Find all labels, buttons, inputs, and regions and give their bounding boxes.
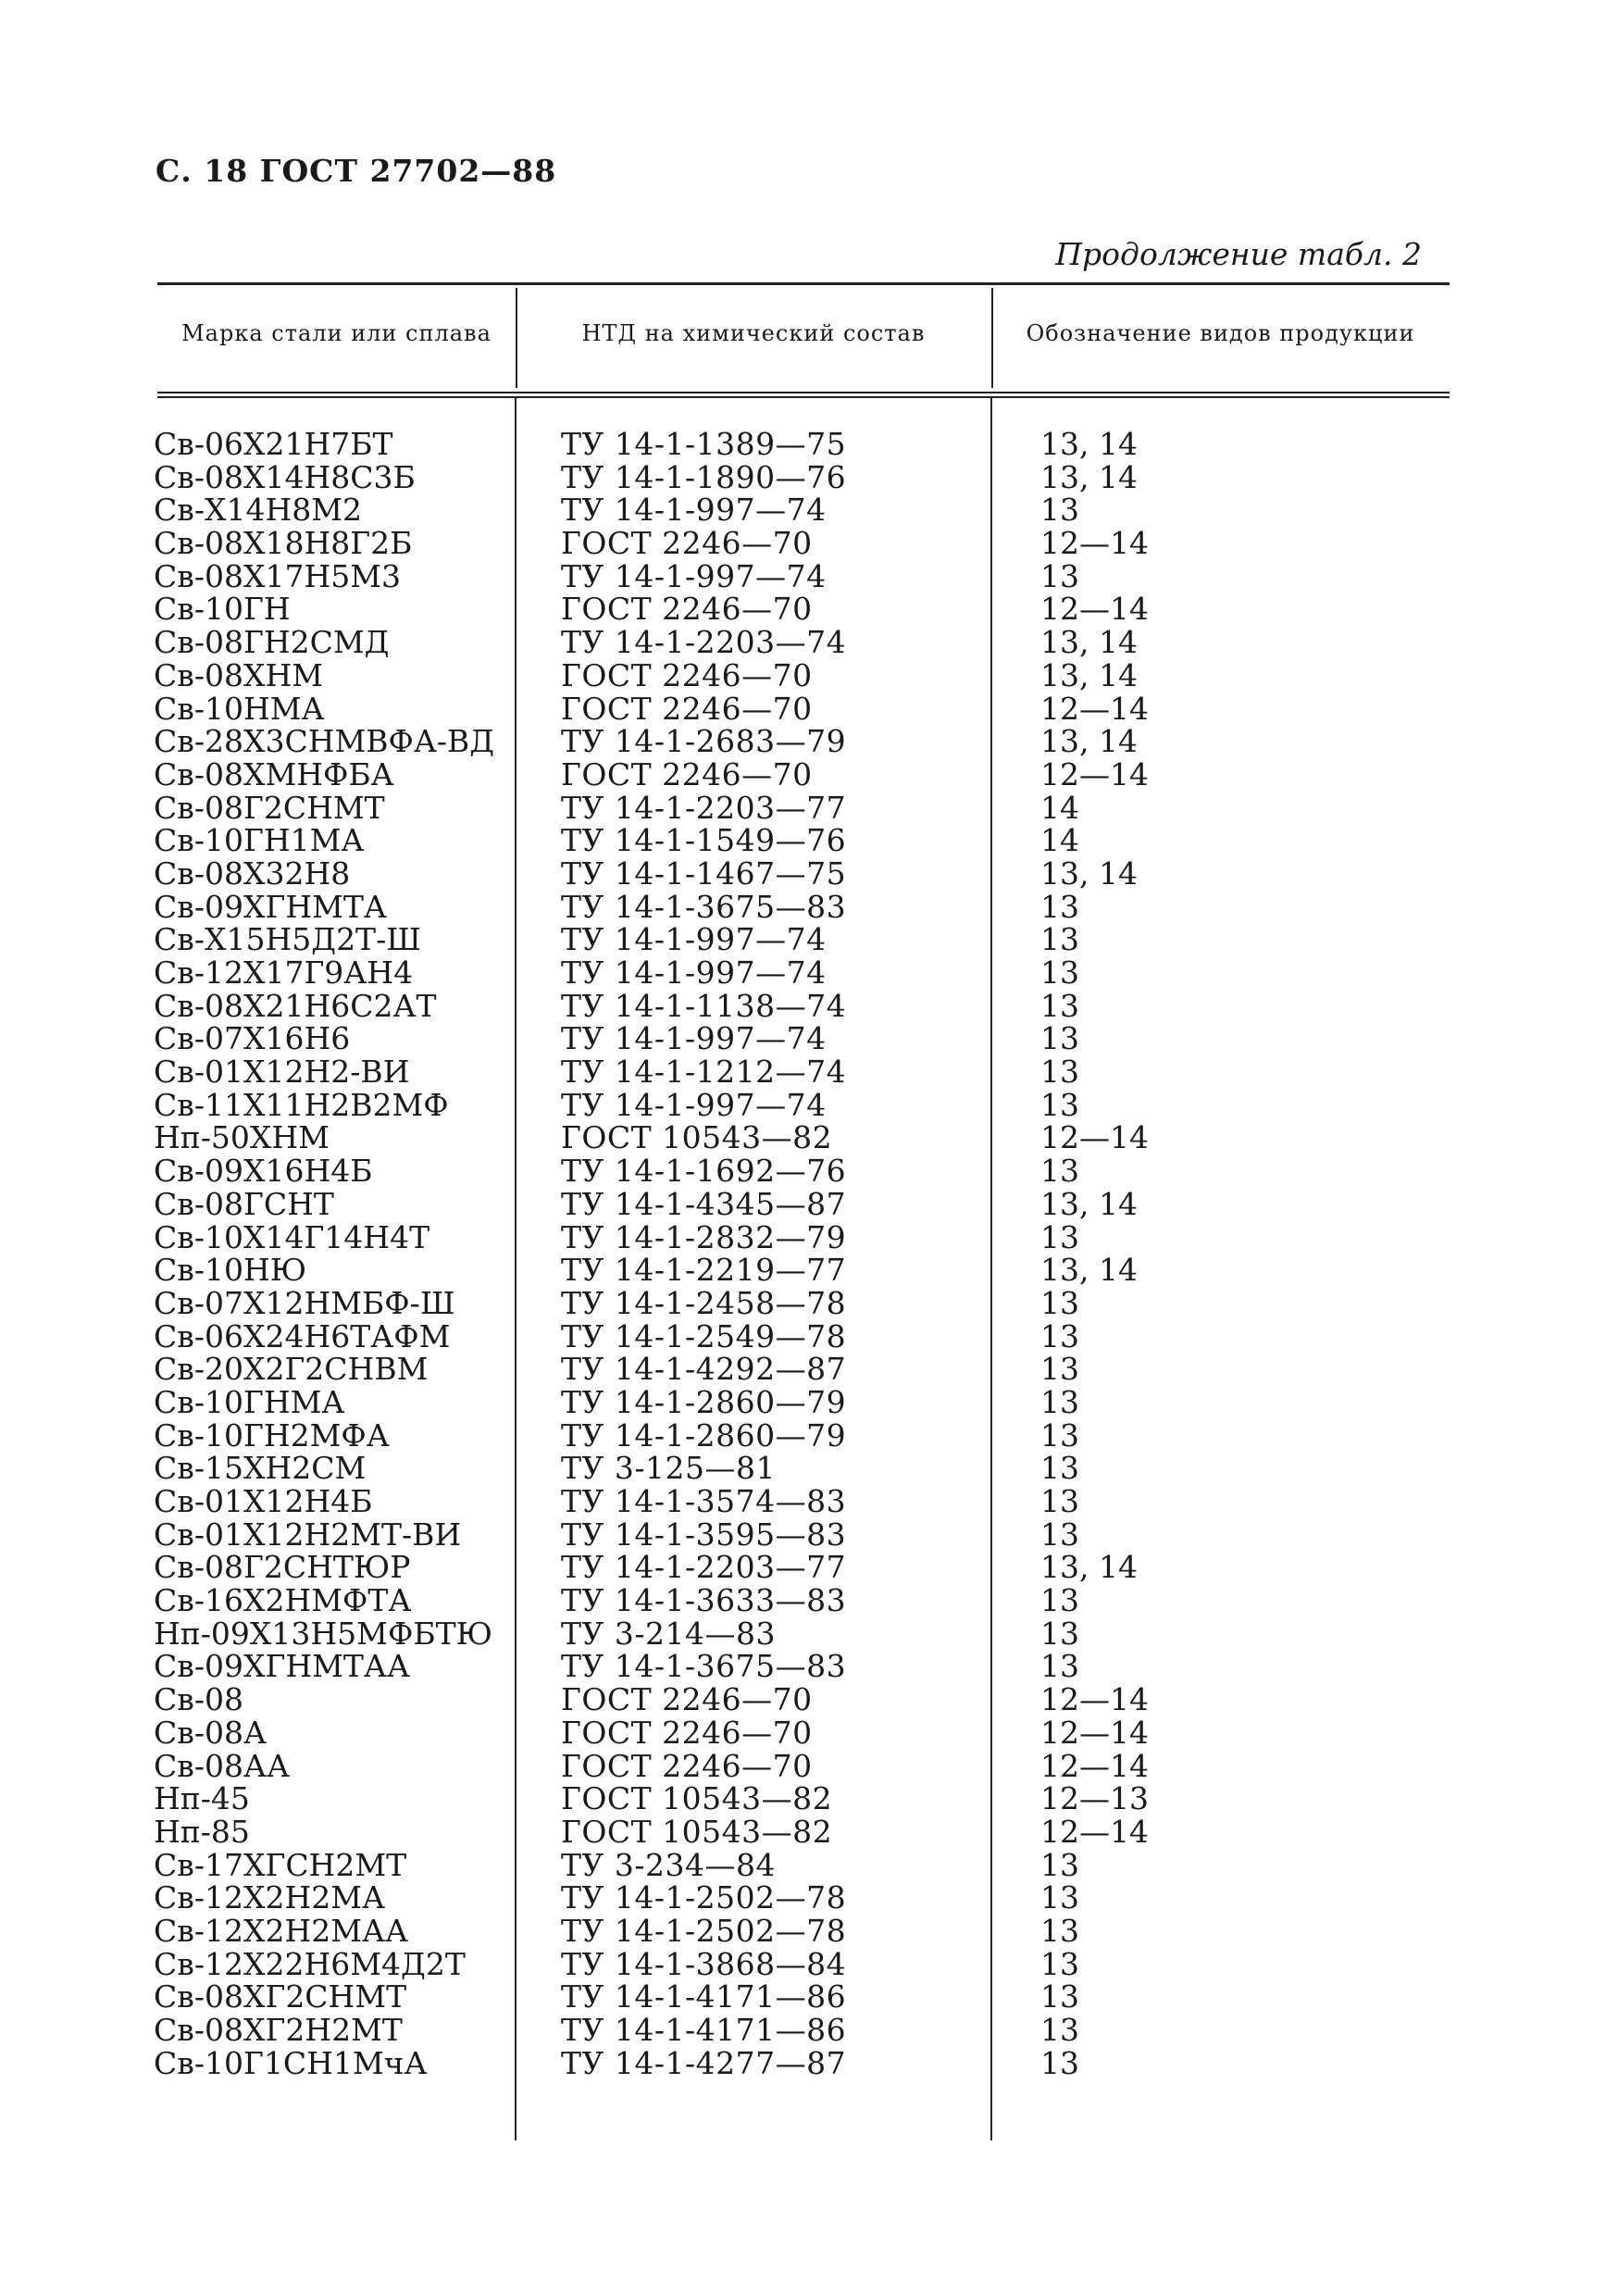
steel-grade-cell: Св-08: [154, 1681, 243, 1718]
table-row: [154, 1747, 1450, 1784]
table-row: [154, 690, 1450, 727]
table-row: [154, 1584, 1450, 1617]
page-header: С. 18 ГОСТ 27702—88: [156, 153, 557, 189]
chemical-standard-cell: ТУ 3-234—84: [561, 1846, 776, 1883]
table-row: [154, 1086, 1450, 1123]
chemical-standard-cell: ТУ 14-1-4171—86: [561, 2012, 847, 2048]
product-type-cell: 13, 14: [1040, 855, 1138, 892]
steel-grade-cell: Св-09ХГНМТА: [154, 888, 387, 925]
steel-grade-cell: Св-06Х24Н6ТАФМ: [154, 1317, 451, 1354]
product-type-cell: 13: [1040, 1912, 1079, 1949]
table-row: [154, 2044, 1450, 2081]
table-row: [154, 1716, 1450, 1750]
product-type-cell: 13: [1040, 1351, 1079, 1388]
table-row: [154, 593, 1450, 626]
chemical-standard-cell: ТУ 14-1-1389—75: [561, 426, 847, 462]
product-type-cell: 13: [1040, 987, 1079, 1024]
table-row: [154, 626, 1450, 659]
steel-grade-cell: Св-01Х12Н2МТ-ВИ: [154, 1516, 462, 1553]
product-type-cell: 13: [1040, 1879, 1079, 1916]
chemical-standard-cell: ГОСТ 2246—70: [561, 1747, 813, 1784]
chemical-standard-cell: ТУ 14-1-1692—76: [561, 1153, 847, 1190]
steel-grade-cell: Св-09Х16Н4Б: [154, 1153, 373, 1190]
chemical-standard-cell: ТУ 14-1-1467—75: [561, 855, 847, 892]
chemical-standard-cell: ТУ 14-1-2458—78: [561, 1284, 847, 1321]
chemical-standard-cell: ТУ 14-1-4171—86: [561, 1978, 847, 2015]
product-type-cell: 12—14: [1040, 591, 1149, 628]
product-type-cell: 13: [1040, 955, 1079, 991]
table-row: [154, 1980, 1450, 2014]
table-row: [154, 1518, 1450, 1552]
chemical-standard-cell: ТУ 14-1-3675—83: [561, 888, 847, 925]
product-type-cell: 13: [1040, 1020, 1079, 1057]
table-row: [154, 458, 1450, 495]
product-type-cell: 13: [1040, 1846, 1079, 1883]
steel-grade-cell: Св-10НЮ: [154, 1252, 307, 1289]
steel-grade-cell: Нп-09Х13Н5МФБТЮ: [154, 1615, 492, 1652]
table-row: [154, 493, 1450, 527]
product-type-cell: 12—14: [1040, 755, 1149, 792]
table-row: [154, 1846, 1450, 1883]
table-row: [154, 1683, 1450, 1716]
table-header: [157, 285, 1450, 392]
product-type-cell: 13: [1040, 1615, 1079, 1652]
steel-grade-cell: Св-08Г2СНМТ: [154, 789, 385, 826]
steel-grade-cell: Св-Х15Н5Д2Т-Ш: [154, 921, 421, 958]
table-row: [154, 1317, 1450, 1354]
header-divider: [516, 288, 517, 388]
chemical-standard-cell: ГОСТ 2246—70: [561, 1681, 813, 1718]
chemical-standard-cell: ТУ 14-1-3675—83: [561, 1648, 847, 1685]
table-row: [154, 2014, 1450, 2047]
chemical-standard-cell: ТУ 14-1-2203—74: [561, 624, 847, 661]
steel-grade-cell: Св-09ХГНМТАА: [154, 1648, 410, 1685]
chemical-standard-cell: ТУ 14-1-2502—78: [561, 1879, 847, 1916]
steel-grade-cell: Св-12Х2Н2МАА: [154, 1912, 409, 1949]
chemical-standard-cell: ГОСТ 2246—70: [561, 591, 813, 628]
product-type-cell: 13: [1040, 1383, 1079, 1420]
chemical-standard-cell: ГОСТ 10543—82: [561, 1813, 833, 1850]
chemical-standard-cell: ТУ 14-1-997—74: [561, 921, 827, 958]
table-row: [154, 956, 1450, 990]
table-row: [154, 1452, 1450, 1485]
table-row: [154, 1055, 1450, 1089]
steel-grade-cell: Св-11Х11Н2В2МФ: [154, 1086, 449, 1123]
product-type-cell: 13: [1040, 1945, 1079, 1982]
chemical-standard-cell: ГОСТ 10543—82: [561, 1780, 833, 1817]
product-type-cell: 12—14: [1040, 1119, 1149, 1156]
chemical-standard-cell: ТУ 14-1-3633—83: [561, 1582, 847, 1619]
column-header-grade: Марка стали или сплава: [181, 320, 492, 346]
header-divider: [991, 288, 993, 388]
chemical-standard-cell: ТУ 14-1-3595—83: [561, 1516, 847, 1553]
table-row: [154, 1284, 1450, 1321]
product-type-cell: 13: [1040, 1416, 1079, 1454]
product-type-cell: 13: [1040, 1284, 1079, 1321]
steel-grade-cell: Нп-50ХНМ: [154, 1119, 330, 1156]
product-type-cell: 12—14: [1040, 1813, 1149, 1850]
steel-grades-table: [157, 282, 1450, 398]
chemical-standard-cell: ГОСТ 2246—70: [561, 656, 813, 693]
table-row: [154, 789, 1450, 826]
table-row: [154, 1353, 1450, 1386]
steel-grade-cell: Св-08Х14Н8С3Б: [154, 458, 416, 495]
table-row: [154, 755, 1450, 792]
steel-grade-cell: Св-20Х2Г2СНВМ: [154, 1351, 429, 1388]
column-header-standard: НТД на химический состав: [581, 320, 926, 346]
table-row: [154, 1416, 1450, 1454]
chemical-standard-cell: ТУ 14-1-997—74: [561, 557, 827, 594]
product-type-cell: 13: [1040, 2012, 1079, 2048]
product-type-cell: 13, 14: [1040, 624, 1138, 661]
chemical-standard-cell: ТУ 14-1-2860—79: [561, 1383, 847, 1420]
product-type-cell: 13: [1040, 1978, 1079, 2015]
table-row: [154, 824, 1450, 857]
steel-grade-cell: Св-10НМА: [154, 690, 325, 727]
table-row: [154, 656, 1450, 693]
table-continuation-label: Продолжение табл. 2: [1055, 236, 1422, 272]
product-type-cell: 13: [1040, 1054, 1079, 1091]
steel-grade-cell: Св-08Х32Н8: [154, 855, 351, 892]
chemical-standard-cell: ТУ 14-1-4345—87: [561, 1185, 847, 1222]
product-type-cell: 13: [1040, 2044, 1079, 2081]
steel-grade-cell: Св-01Х12Н2-ВИ: [154, 1054, 410, 1091]
steel-grade-cell: Св-12Х22Н6М4Д2Т: [154, 1945, 466, 1982]
chemical-standard-cell: ТУ 14-1-2502—78: [561, 1912, 847, 1949]
table-row: [154, 1121, 1450, 1154]
steel-grade-cell: Св-10ГН1МА: [154, 822, 365, 859]
chemical-standard-cell: ТУ 14-1-2203—77: [561, 1549, 847, 1586]
steel-grade-cell: Нп-85: [154, 1813, 250, 1850]
product-type-cell: 13: [1040, 1582, 1079, 1619]
steel-grade-cell: Св-10Х14Г14Н4Т: [154, 1218, 430, 1255]
steel-grade-cell: Св-10Г1СН1МчА: [154, 2044, 428, 2081]
chemical-standard-cell: ГОСТ 2246—70: [561, 1714, 813, 1751]
table-row: [154, 527, 1450, 560]
table-row: [154, 1254, 1450, 1287]
steel-grade-cell: Св-01Х12Н4Б: [154, 1483, 373, 1519]
steel-grade-cell: Св-Х14Н8М2: [154, 492, 363, 529]
product-type-cell: 13: [1040, 1153, 1079, 1190]
steel-grade-cell: Св-08Х17Н5М3: [154, 557, 402, 594]
chemical-standard-cell: ТУ 14-1-2860—79: [561, 1416, 847, 1454]
steel-grade-cell: Св-08А: [154, 1714, 267, 1751]
steel-grade-cell: Св-08ХНМ: [154, 656, 324, 693]
table-row: [154, 1945, 1450, 1982]
chemical-standard-cell: ГОСТ 2246—70: [561, 755, 813, 792]
product-type-cell: 13: [1040, 1483, 1079, 1519]
steel-grade-cell: Св-07Х16Н6: [154, 1020, 351, 1057]
product-type-cell: 14: [1040, 789, 1079, 826]
product-type-cell: 12—13: [1040, 1780, 1149, 1817]
table-row: [154, 1782, 1450, 1816]
product-type-cell: 13: [1040, 1086, 1079, 1123]
table-row: [154, 1881, 1450, 1915]
table-row: [154, 987, 1450, 1024]
product-type-cell: 13, 14: [1040, 1185, 1138, 1222]
table-row: [154, 1218, 1450, 1255]
table-row: [154, 725, 1450, 758]
chemical-standard-cell: ТУ 14-1-997—74: [561, 1086, 827, 1123]
chemical-standard-cell: ТУ 14-1-4292—87: [561, 1351, 847, 1388]
table-row: [154, 1650, 1450, 1683]
table-body: [154, 428, 1450, 2079]
chemical-standard-cell: ТУ 14-1-3868—84: [561, 1945, 847, 1982]
product-type-cell: 13: [1040, 1648, 1079, 1685]
product-type-cell: 13, 14: [1040, 458, 1138, 495]
product-type-cell: 12—14: [1040, 690, 1149, 727]
steel-grade-cell: Св-08Х21Н6С2АТ: [154, 987, 437, 1024]
table-row: [154, 1185, 1450, 1222]
chemical-standard-cell: ТУ 14-1-1138—74: [561, 987, 847, 1024]
chemical-standard-cell: ГОСТ 2246—70: [561, 525, 813, 562]
steel-grade-cell: Св-08Х18Н8Г2Б: [154, 525, 413, 562]
chemical-standard-cell: ТУ 14-1-1549—76: [561, 822, 847, 859]
chemical-standard-cell: ТУ 14-1-3574—83: [561, 1483, 847, 1519]
chemical-standard-cell: ТУ 14-1-2683—79: [561, 723, 847, 760]
table-row: [154, 1383, 1450, 1420]
steel-grade-cell: Св-12Х2Н2МА: [154, 1879, 386, 1916]
product-type-cell: 13: [1040, 1450, 1079, 1487]
steel-grade-cell: Св-28Х3СНМВФА-ВД: [154, 723, 495, 760]
chemical-standard-cell: ТУ 14-1-4277—87: [561, 2044, 847, 2081]
steel-grade-cell: Св-08ХГ2СНМТ: [154, 1978, 407, 2015]
table-row: [154, 1813, 1450, 1850]
product-type-cell: 14: [1040, 822, 1079, 859]
chemical-standard-cell: ТУ 14-1-1890—76: [561, 458, 847, 495]
product-type-cell: 13, 14: [1040, 1549, 1138, 1586]
product-type-cell: 12—14: [1040, 1747, 1149, 1784]
product-type-cell: 12—14: [1040, 525, 1149, 562]
product-type-cell: 13: [1040, 1218, 1079, 1255]
product-type-cell: 13: [1040, 492, 1079, 529]
chemical-standard-cell: ТУ 14-1-997—74: [561, 1020, 827, 1057]
steel-grade-cell: Св-08ХГ2Н2МТ: [154, 2012, 403, 2048]
steel-grade-cell: Св-16Х2НМФТА: [154, 1582, 412, 1619]
steel-grade-cell: Св-12Х17Г9АН4: [154, 955, 414, 991]
steel-grade-cell: Св-10ГН2МФА: [154, 1416, 390, 1454]
table-row: [154, 1551, 1450, 1584]
chemical-standard-cell: ТУ 3-214—83: [561, 1615, 776, 1652]
chemical-standard-cell: ТУ 14-1-2549—78: [561, 1317, 847, 1354]
chemical-standard-cell: ТУ 14-1-2832—79: [561, 1218, 847, 1255]
chemical-standard-cell: ТУ 14-1-2203—77: [561, 789, 847, 826]
chemical-standard-cell: ТУ 3-125—81: [561, 1450, 776, 1487]
table-row: [154, 923, 1450, 956]
product-type-cell: 13, 14: [1040, 723, 1138, 760]
steel-grade-cell: Св-10ГНМА: [154, 1383, 345, 1420]
product-type-cell: 13: [1040, 1317, 1079, 1354]
chemical-standard-cell: ТУ 14-1-997—74: [561, 955, 827, 991]
product-type-cell: 13, 14: [1040, 426, 1138, 462]
steel-grade-cell: Св-06Х21Н7БТ: [154, 426, 393, 462]
table-row: [154, 857, 1450, 891]
steel-grade-cell: Св-08Г2СНТЮР: [154, 1549, 411, 1586]
product-type-cell: 13: [1040, 557, 1079, 594]
steel-grade-cell: Св-07Х12НМБФ-Ш: [154, 1284, 455, 1321]
product-type-cell: 12—14: [1040, 1714, 1149, 1751]
table-row: [154, 1912, 1450, 1949]
product-type-cell: 13: [1040, 888, 1079, 925]
steel-grade-cell: Св-10ГН: [154, 591, 291, 628]
column-header-product: Обозначение видов продукции: [1026, 320, 1415, 346]
chemical-standard-cell: ГОСТ 10543—82: [561, 1119, 833, 1156]
steel-grade-cell: Св-08ГСНТ: [154, 1185, 334, 1222]
chemical-standard-cell: ТУ 14-1-997—74: [561, 492, 827, 529]
product-type-cell: 13, 14: [1040, 656, 1138, 693]
table-row: [154, 1617, 1450, 1651]
table-row: [154, 557, 1450, 594]
product-type-cell: 13: [1040, 921, 1079, 958]
steel-grade-cell: Св-17ХГСН2МТ: [154, 1846, 407, 1883]
table-row: [154, 1154, 1450, 1188]
header-double-rule: [157, 392, 1450, 398]
steel-grade-cell: Св-15ХН2СМ: [154, 1450, 367, 1487]
table-row: [154, 428, 1450, 461]
chemical-standard-cell: ГОСТ 2246—70: [561, 690, 813, 727]
product-type-cell: 13: [1040, 1516, 1079, 1553]
steel-grade-cell: Нп-45: [154, 1780, 250, 1817]
product-type-cell: 12—14: [1040, 1681, 1149, 1718]
product-type-cell: 13, 14: [1040, 1252, 1138, 1289]
chemical-standard-cell: ТУ 14-1-1212—74: [561, 1054, 847, 1091]
steel-grade-cell: Св-08ХМНФБА: [154, 755, 394, 792]
table-row: [154, 1485, 1450, 1518]
steel-grade-cell: Св-08АА: [154, 1747, 290, 1784]
table-row: [154, 888, 1450, 925]
steel-grade-cell: Св-08ГН2СМД: [154, 624, 390, 661]
chemical-standard-cell: ТУ 14-1-2219—77: [561, 1252, 847, 1289]
table-row: [154, 1022, 1450, 1055]
